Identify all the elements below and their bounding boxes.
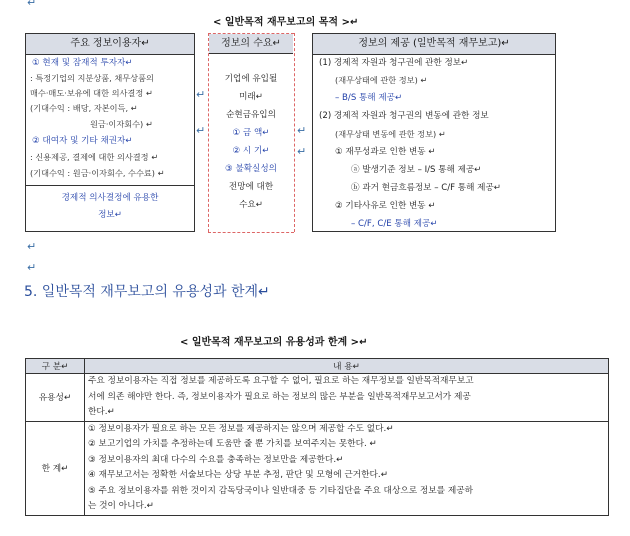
demand-border-right [294, 33, 295, 232]
section-title: 5. 일반목적 재무보고의 유용성과 한계↵ [24, 284, 270, 300]
content-line: 는 것이 아니다.↵ [88, 501, 154, 511]
demand-line-8: 수요↵ [239, 200, 263, 210]
creditors-expected-return: (기대수익 : 원금·이자회수, 수수료) ↵ [30, 168, 165, 178]
content-line: ① 정보이용자가 필요로 하는 모든 정보를 제공하지는 않으며 제공할 수도 없다.↵ [88, 423, 394, 434]
usefulness-limits-table [25, 358, 609, 516]
provision-2-performance: ① 재무성과로 인한 변동 ↵ [335, 147, 436, 157]
demand-header: 정보의 수요↵ [209, 34, 293, 54]
row-label-usefulness: 유용성↵ [26, 374, 85, 422]
provision-1: (1) 경제적 자원과 청구권에 관한 정보↵ [319, 58, 469, 68]
content-line: ③ 정보이용자의 최대 다수의 수요를 충족하는 정보만을 제공한다.↵ [88, 454, 344, 465]
investors-expected-return-2: 원금·이자회수) ↵ [90, 119, 153, 129]
arrow-mark: ↵ [297, 124, 307, 137]
table-row [26, 374, 609, 422]
provision-2: (2) 경제적 자원과 청구권의 변동에 관한 정보 [319, 111, 489, 121]
demand-border-bottom [208, 232, 294, 233]
content-line: ⑤ 주요 정보이용자를 위한 것이지 감독당국이나 일반대중 등 기타집단을 주요 대상으로 정보를 제공하 [88, 485, 474, 496]
col-header-category: 구 분↵ [26, 359, 85, 374]
provision-header: 정보의 제공 (일반목적 재무보고)↵ [313, 34, 555, 55]
provision-2-sub: (재무상태 변동에 관한 정보) ↵ [335, 129, 446, 139]
demand-line-7: 전망에 대한 [228, 182, 274, 192]
provision-other: ② 기타사유로 인한 변동 ↵ [335, 201, 436, 211]
useful-info-line-1: 경제적 의사결정에 유용한 [61, 193, 159, 203]
useful-info-line-2: 정보↵ [98, 210, 122, 220]
demand-line-3: 순현금유입의 [226, 110, 276, 120]
investors-desc-2: 매수·매도·보유에 대한 의사결정 ↵ [30, 88, 153, 98]
demand-line-1: 기업에 유입될 [224, 74, 278, 84]
investors-desc-1: : 특정기업의 지분상품, 채무상품의 [30, 73, 154, 83]
content-line: ② 보고기업의 가치를 추정하는데 도움만 줄 뿐 가치를 보여주지는 못한다. ↵ [88, 439, 377, 449]
creditors-line: ② 대여자 및 기타 채권자↵ [32, 136, 133, 146]
users-header: 주요 정보이용자↵ [26, 34, 194, 55]
demand-timing: ② 시 기↵ [232, 146, 270, 156]
demand-box [208, 33, 294, 232]
content-line: ④ 재무보고서는 정확한 서술보다는 상당 부분 추정, 판단 및 모형에 근거한다.↵ [88, 470, 388, 480]
table1-caption: < 일반목적 재무보고의 목적 >↵ [213, 17, 359, 28]
provision-1-sub: (재무상태에 관한 정보) ↵ [335, 75, 428, 85]
row-content-usefulness [85, 374, 609, 422]
arrow-mark: ↵ [196, 124, 206, 137]
row-label-limits: 한 계↵ [26, 421, 85, 515]
demand-amount: ① 금 액↵ [232, 128, 270, 138]
provision-accrual: ⓐ 발생기준 정보 – I/S 통해 제공↵ [351, 165, 482, 175]
table-header-row [26, 359, 609, 374]
demand-line-2: 미래↵ [239, 92, 263, 102]
paragraph-mark: ↵ [27, 0, 37, 9]
table-row [26, 421, 609, 515]
paragraph-mark: ↵ [27, 261, 37, 274]
row-content-limits [85, 421, 609, 515]
demand-uncertainty: ③ 불확실성의 [225, 164, 277, 174]
provision-cashflow: ⓑ 과거 현금흐름정보 – C/F 통해 제공↵ [351, 183, 501, 193]
table2-caption: < 일반목적 재무보고의 유용성과 한계 >↵ [180, 337, 368, 348]
investors-expected-return: (기대수익 : 배당, 자본이득, ↵ [30, 103, 138, 113]
content-line: 주요 정보이용자는 직접 정보를 제공하도록 요구할 수 없어, 필요로 하는 재무정보를 일반목적재무보고 [88, 376, 474, 386]
paragraph-mark: ↵ [27, 240, 37, 253]
content-line: 서에 의존 해야만 한다. 즉, 정보이용자가 필요로 하는 정보의 많은 부분을 일반목적재무보고서가 제공 [88, 391, 471, 402]
arrow-mark: ↵ [297, 145, 307, 158]
provision-box [312, 33, 556, 232]
provision-cf-ce: – C/F, C/E 통해 제공↵ [351, 219, 438, 229]
creditors-desc: : 신용제공, 결제에 대한 의사결정 ↵ [30, 152, 159, 162]
col-header-content: 내 용↵ [85, 359, 609, 374]
users-box [25, 33, 195, 232]
content-line: 한다.↵ [88, 407, 115, 417]
investors-line: ① 현재 및 잠재적 투자자↵ [32, 58, 133, 68]
users-divider [26, 185, 194, 186]
arrow-mark: ↵ [196, 88, 206, 101]
provision-1-bs: – B/S 통해 제공↵ [335, 93, 403, 103]
